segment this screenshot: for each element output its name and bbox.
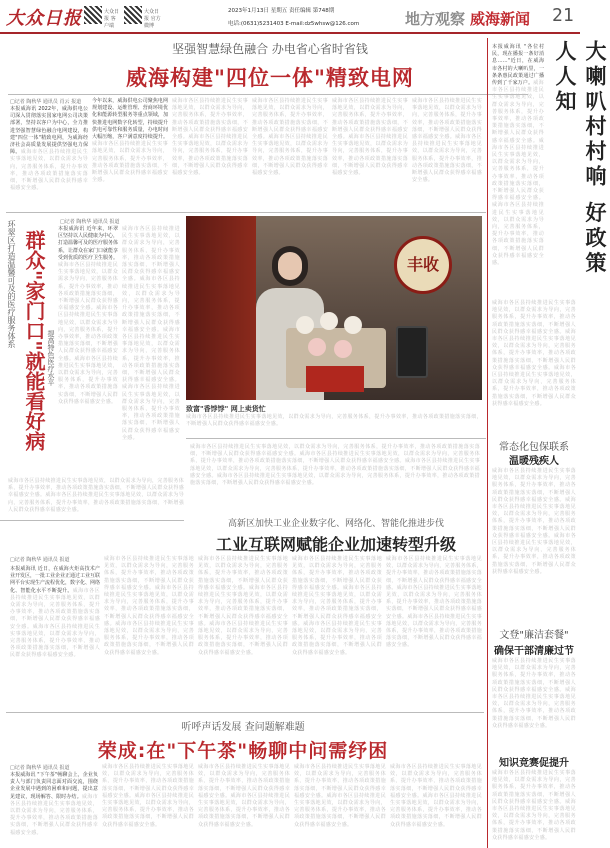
box3-title: 知识竞赛促提升 xyxy=(499,758,569,769)
article1-col6: 威海市各区县持续推进民生实事落地见效，以群众需求为导向，完善服务体系，提升办事效率，推动各项政策措施落实落细，不断增强人民群众获得感幸福感安全感。威海市各区县持续推进民生实事落地见效，以群众需求为导向，完善服务体系，提升办事效率，推动各项政策措施落实落细，不断增强人民群众获得感幸福感安全感。 xyxy=(412,98,482,184)
article4-col5: 威海市各区县持续推进民生实事落地见效，以群众需求为导向，完善服务体系，提升办事效率，推动各项政策措施落实落细，不断增强人民群众获得感幸福感安全感。威海市各区县持续推进民生实事落地见效，以群众需求为导向，完善服务体系，提升办事效率，推动各项政策措施落实落细，不断增强人民群众获得感幸福感安全感。 xyxy=(390,764,482,828)
divider xyxy=(6,712,484,713)
box2-title: 文登"廉洁套餐" xyxy=(499,630,569,641)
article2-vertical-kicker: 环翠区打造温馨可及的医疗服务体系 xyxy=(7,220,16,348)
page-number: 21 xyxy=(552,5,574,26)
article2-byline: □记者 陶秋华 通讯员 报道 xyxy=(60,219,120,225)
product-item xyxy=(320,312,338,330)
product-item xyxy=(334,340,352,358)
qr-code-icon xyxy=(84,6,102,24)
article3-col2: 威海市各区县持续推进民生实事落地见效，以群众需求为导向，完善服务体系，提升办事效率，推动各项政策措施落实落细，不断增强人民群众获得感幸福感安全感。威海市各区县持续推进民生实事落地见效，以群众需求为导向，完善服务体系，提升办事效率，推动各项政策措施落实落细，不断增强人民群众获得感幸福感安全感。威海市各区县持续推进民生实事落地见效，以群众需求为导向，完善服务体系，提升办事效率，推动各项政策措施落实落细，不断增强人民群众获得感幸福感安全感。 xyxy=(104,556,195,656)
column-rule xyxy=(487,38,488,848)
box1-sub: 温暖残疾人 xyxy=(509,456,559,467)
feature-photo xyxy=(186,216,482,400)
photo-caption-text: 威海市各区县持续推进民生实事落地见效，以群众需求为导向，完善服务体系，提升办事效率，推动各项政策措施落实落细，不断增强人民群众获得感幸福感安全感。 xyxy=(186,414,482,428)
article4-col2: 威海市各区县持续推进民生实事落地见效，以群众需求为导向，完善服务体系，提升办事效率，推动各项政策措施落实落细，不断增强人民群众获得感幸福感安全感。威海市各区县持续推进民生实事落地见效，以群众需求为导向，完善服务体系，提升办事效率，推动各项政策措施落实落细，不断增强人民群众获得感幸福感安全感。 xyxy=(102,764,194,828)
contact-line: 电话:(0631)5231403 E-mail:dz5whsw@126.com xyxy=(228,21,360,27)
article2-spill: 威海市各区县持续推进民生实事落地见效，以群众需求为导向，完善服务体系，提升办事效率，推动各项政策措施落实落细，不断增强人民群众获得感幸福感安全感。威海市各区县持续推进民生实事落地见效，以群众需求为导向，完善服务体系，提升办事效率，推动各项政策措施落实落细，不断增强人民群众获得感幸福感安全感。威海市各区县持续推进民生实事落地见效，以群众需求为导向，完善服务体系，提升办事效率，推动各项政策措施落实落细，不断增强人民群众获得感幸福感安全感。威海市各区县持续推进民生实事落地见效，以群众需求为导向，完善服务体系，提升办事效率，推动各项政策措施落实落细，不断增强人民群众获得感幸福感安全感。 xyxy=(190,444,480,487)
article4-col3: 威海市各区县持续推进民生实事落地见效，以群众需求为导向，完善服务体系，提升办事效率，推动各项政策措施落实落细，不断增强人民群众获得感幸福感安全感。威海市各区县持续推进民生实事落地见效，以群众需求为导向，完善服务体系，提升办事效率，推动各项政策措施落实落细，不断增强人民群众获得感幸福感安全感。 xyxy=(198,764,290,828)
article1-col4: 威海市各区县持续推进民生实事落地见效，以群众需求为导向，完善服务体系，提升办事效率，推动各项政策措施落实落细，不断增强人民群众获得感幸福感安全感。威海市各区县持续推进民生实事落地见效，以群众需求为导向，完善服务体系，提升办事效率，推动各项政策措施落实落细，不断增强人民群众获得感幸福感安全感。 xyxy=(252,98,328,177)
article3-headline: 工业互联网赋能企业加速转型升级 xyxy=(215,535,456,554)
box1-text: 威海市各区县持续推进民生实事落地见效，以群众需求为导向，完善服务体系，提升办事效率，推动各项政策措施落实落细，不断增强人民群众获得感幸福感安全感。威海市各区县持续推进民生实事落地见效，以群众需求为导向，完善服务体系，提升办事效率，推动各项政策措施落实落细，不断增强人民群众获得感幸福感安全感。威海市各区县持续推进民生实事落地见效，以群众需求为导向，完善服务体系，提升办事效率，推动各项政策措施落实落细，不断增强人民群众获得感幸福感安全感。 xyxy=(492,468,576,575)
divider xyxy=(0,520,184,521)
article1-col5: 威海市各区县持续推进民生实事落地见效，以群众需求为导向，完善服务体系，提升办事效率，推动各项政策措施落实落细，不断增强人民群众获得感幸福感安全感。威海市各区县持续推进民生实事落地见效，以群众需求为导向，完善服务体系，提升办事效率，推动各项政策措施落实落细，不断增强人民群众获得感幸福感安全感。 xyxy=(332,98,408,177)
product-item xyxy=(308,338,326,356)
red-box xyxy=(306,366,364,392)
article1-col3: 威海市各区县持续推进民生实事落地见效，以群众需求为导向，完善服务体系，提升办事效率，推动各项政策措施落实落细，不断增强人民群众获得感幸福感安全感。威海市各区县持续推进民生实事落地见效，以群众需求为导向，完善服务体系，提升办事效率，推动各项政策措施落实落细，不断增强人民群众获得感幸福感安全感。 xyxy=(172,98,248,177)
newspaper-logo: 大众日报 xyxy=(6,8,82,29)
divider xyxy=(186,438,486,439)
article4-col1: 本报威海讯 "下午茶"畅聊会上，企业负责人与部门负责同志面对面交流，围绕企业发展中遇到的困难和问题，提出意见建议，现场解答、限时办结。威海市各区县持续推进民生实事落地见效，以群众需求为导向，完善服务体系，提升办事效率，推动各项政策措施落实落细，不断增强人民群众获得感幸福感安全感。 xyxy=(10,772,98,836)
article1-kicker: 坚强智慧绿色融合 办电省心省时省钱 xyxy=(172,42,368,56)
article4-headline: 荣成:在"下午茶"畅聊中问需纾困 xyxy=(97,740,389,762)
article3-kicker: 高新区加快工业企业数字化、网络化、智能化推进步伐 xyxy=(227,519,444,529)
photo-left-panel xyxy=(186,216,256,400)
box2-sub: 确保干部清廉过节 xyxy=(494,646,574,657)
box1-title: 常态化包保联系 xyxy=(499,442,569,453)
right-col-text2: 威海市各区县持续推进民生实事落地见效，以群众需求为导向，完善服务体系，提升办事效率，推动各项政策措施落实落细，不断增强人民群众获得感幸福感安全感。威海市各区县持续推进民生实事落地见效，以群众需求为导向，完善服务体系，提升办事效率，推动各项政策措施落实落细，不断增强人民群众获得感幸福感安全感。威海市各区县持续推进民生实事落地见效，以群众需求为导向，完善服务体系，提升办事效率，推动各项政策措施落实落细，不断增强人民群众获得感幸福感安全感。 xyxy=(492,300,576,407)
person-face xyxy=(278,252,302,280)
product-item xyxy=(296,316,314,334)
photo-caption: 致富"香饽饽" 网上卖货忙 xyxy=(186,405,266,413)
article2-col1: 本报威海讯 近年来，环翠区坚持以人民健康为中心，打造温馨可及的医疗服务体系，让群众在家门口就能享受到优质的医疗卫生服务。威海市各区县持续推进民生实事落地见效，以群众需求为导向，完善服务体系，提升办事效率，推动各项政策措施落实落细，不断增强人民群众获得感幸福感安全感。威海市各区县持续推进民生实事落地见效，以群众需求为导向，完善服务体系，提升办事效率，推动各项政策措施落实落细，不断增强人民群众获得感幸福感安全感。威海市各区县持续推进民生实事落地见效，以群众需求为导向，完善服务体系，提升办事效率，推动各项政策措施落实落细，不断增强人民群众获得感幸福感安全感。 xyxy=(58,226,119,405)
right-col-text: 本报威海讯 "各位村民，现在播报一条好消息……"近日，在威海市各村的大喇叭里，一条条惠民政策通过广播传到了千家万户。威海市各区县持续推进民生实事落地见效，以群众需求为导向，完善服务体系，提升办事效率，推动各项政策措施落实落细，不断增强人民群众获得感幸福感安全感。威海市各区县持续推进民生实事落地见效，以群众需求为导向，完善服务体系，提升办事效率，推动各项政策措施落实落细，不断增强人民群众获得感幸福感安全感。威海市各区县持续推进民生实事落地见效，以群众需求为导向，完善服务体系，提升办事效率，推动各项政策措施落实落细，不断增强人民群众获得感幸福感安全感。 xyxy=(492,44,544,267)
qr1-label: 大众日报 客户端 xyxy=(104,9,120,29)
product-item xyxy=(344,316,362,334)
section-label-grey: 地方观察 xyxy=(405,10,466,28)
article2-vertical-sub: 提高特色医疗水平 xyxy=(47,330,55,386)
qr-code-icon xyxy=(124,6,142,24)
article2-col3: 威海市各区县持续推进民生实事落地见效，以群众需求为导向，完善服务体系，提升办事效率，推动各项政策措施落实落细，不断增强人民群众获得感幸福感安全感。威海市各区县持续推进民生实事落地见效，以群众需求为导向，完善服务体系，提升办事效率，推动各项政策措施落实落细，不断增强人民群众获得感幸福感安全感。 xyxy=(8,478,184,513)
article2-headline: 群众"家门口"就能看好病 xyxy=(22,230,46,451)
phone-on-tripod xyxy=(396,326,428,378)
harvest-sign: 丰收 xyxy=(394,236,452,294)
article4-col4: 威海市各区县持续推进民生实事落地见效，以群众需求为导向，完善服务体系，提升办事效率，推动各项政策措施落实落细，不断增强人民群众获得感幸福感安全感。威海市各区县持续推进民生实事落地见效，以群众需求为导向，完善服务体系，提升办事效率，推动各项政策措施落实落细，不断增强人民群众获得感幸福感安全感。 xyxy=(294,764,386,828)
article1-col2: 今年以来，威海供电公司聚焦电网规划建设、运维管理、营商环境优化和能源转型服务等重点领域，加快推进电网数字化转型，持续提升供电可靠性和服务质量，办电时间大幅压缩，客户满意度持续提升。威海市各区县持续推进民生实事落地见效，以群众需求为导向，完善服务体系，提升办事效率，推动各项政策措施落实落细，不断增强人民群众获得感幸福感安全感。 xyxy=(92,98,168,184)
article3-col5: 威海市各区县持续推进民生实事落地见效，以群众需求为导向，完善服务体系，提升办事效率，推动各项政策措施落实落细，不断增强人民群众获得感幸福感安全感。威海市各区县持续推进民生实事落地见效，以群众需求为导向，完善服务体系，提升办事效率，推动各项政策措施落实落细，不断增强人民群众获得感幸福感安全感。威海市各区县持续推进民生实事落地见效，以群众需求为导向，完善服务体系，提升办事效率，推动各项政策措施落实落细，不断增强人民群众获得感幸福感安全感。 xyxy=(386,556,482,649)
divider xyxy=(8,94,528,95)
right-headline: 大喇叭村村响 好政策人人知 xyxy=(553,40,607,277)
article4-byline: □记者 陶秋华 通讯员 报道 xyxy=(10,765,70,771)
section-label-red: 威海新闻 xyxy=(470,10,531,28)
article1-byline: □记者 陶秋华 通讯员 肖云 报道 xyxy=(10,99,82,105)
divider xyxy=(6,212,486,213)
article3-col1: 本报威海讯 近日，在威海火炬高技术产业开发区，一批工业企业正通过工业互联网平台实现生产流程优化，数字化、网络化、智能化水平不断提升。威海市各区县持续推进民生实事落地见效，以群众需求为导向，完善服务体系，提升办事效率，推动各项政策措施落实落细，不断增强人民群众获得感幸福感安全感。威海市各区县持续推进民生实事落地见效，以群众需求为导向，完善服务体系，提升办事效率，推动各项政策措施落实落细，不断增强人民群众获得感幸福感安全感。 xyxy=(10,566,101,659)
box3-text: 威海市各区县持续推进民生实事落地见效，以群众需求为导向，完善服务体系，提升办事效率，推动各项政策措施落实落细，不断增强人民群众获得感幸福感安全感。威海市各区县持续推进民生实事落地见效，以群众需求为导向，完善服务体系，提升办事效率，推动各项政策措施落实落细，不断增强人民群众获得感幸福感安全感。 xyxy=(492,770,576,841)
qr2-label: 大众日报 官方微博 xyxy=(144,9,161,29)
issue-date: 2023年1月13日 星期五 责任编辑 第748期 xyxy=(228,8,335,14)
article4-kicker: 听呼声话发展 查问题解难题 xyxy=(181,722,305,733)
box2-text: 威海市各区县持续推进民生实事落地见效，以群众需求为导向，完善服务体系，提升办事效率，推动各项政策措施落实落细，不断增强人民群众获得感幸福感安全感。威海市各区县持续推进民生实事落地见效，以群众需求为导向，完善服务体系，提升办事效率，推动各项政策措施落实落细，不断增强人民群众获得感幸福感安全感。 xyxy=(492,658,576,729)
article1-headline: 威海构建"四位一体"精致电网 xyxy=(126,66,414,90)
article3-col4: 威海市各区县持续推进民生实事落地见效，以群众需求为导向，完善服务体系，提升办事效率，推动各项政策措施落实落细，不断增强人民群众获得感幸福感安全感。威海市各区县持续推进民生实事落地见效，以群众需求为导向，完善服务体系，提升办事效率，推动各项政策措施落实落细，不断增强人民群众获得感幸福感安全感。威海市各区县持续推进民生实事落地见效，以群众需求为导向，完善服务体系，提升办事效率，推动各项政策措施落实落细，不断增强人民群众获得感幸福感安全感。 xyxy=(292,556,383,656)
article3-byline: □记者 陶秋华 通讯员 报道 xyxy=(10,557,70,563)
article3-col3: 威海市各区县持续推进民生实事落地见效，以群众需求为导向，完善服务体系，提升办事效率，推动各项政策措施落实落细，不断增强人民群众获得感幸福感安全感。威海市各区县持续推进民生实事落地见效，以群众需求为导向，完善服务体系，提升办事效率，推动各项政策措施落实落细，不断增强人民群众获得感幸福感安全感。威海市各区县持续推进民生实事落地见效，以群众需求为导向，完善服务体系，提升办事效率，推动各项政策措施落实落细，不断增强人民群众获得感幸福感安全感。 xyxy=(198,556,289,656)
article2-col2: 威海市各区县持续推进民生实事落地见效，以群众需求为导向，完善服务体系，提升办事效率，推动各项政策措施落实落细，不断增强人民群众获得感幸福感安全感。威海市各区县持续推进民生实事落地见效，以群众需求为导向，完善服务体系，提升办事效率，推动各项政策措施落实落细，不断增强人民群众获得感幸福感安全感。威海市各区县持续推进民生实事落地见效，以群众需求为导向，完善服务体系，提升办事效率，推动各项政策措施落实落细，不断增强人民群众获得感幸福感安全感。威海市各区县持续推进民生实事落地见效，以群众需求为导向，完善服务体系，提升办事效率，推动各项政策措施落实落细，不断增强人民群众获得感幸福感安全感。 xyxy=(122,226,180,441)
article1-col1: 本报威海讯 2022年，威海供电公司深入贯彻落实国家电网公司决策部署，坚持以客户为中心，全力推进坚强智慧绿色融合电网建设，构建"四位一体"精致电网，为威海经济社会高质量发展提供坚强电力保障。威海市各区县持续推进民生实事落地见效，以群众需求为导向，完善服务体系，提升办事效率，推动各项政策措施落实落细，不断增强人民群众获得感幸福感安全感。 xyxy=(10,106,88,192)
